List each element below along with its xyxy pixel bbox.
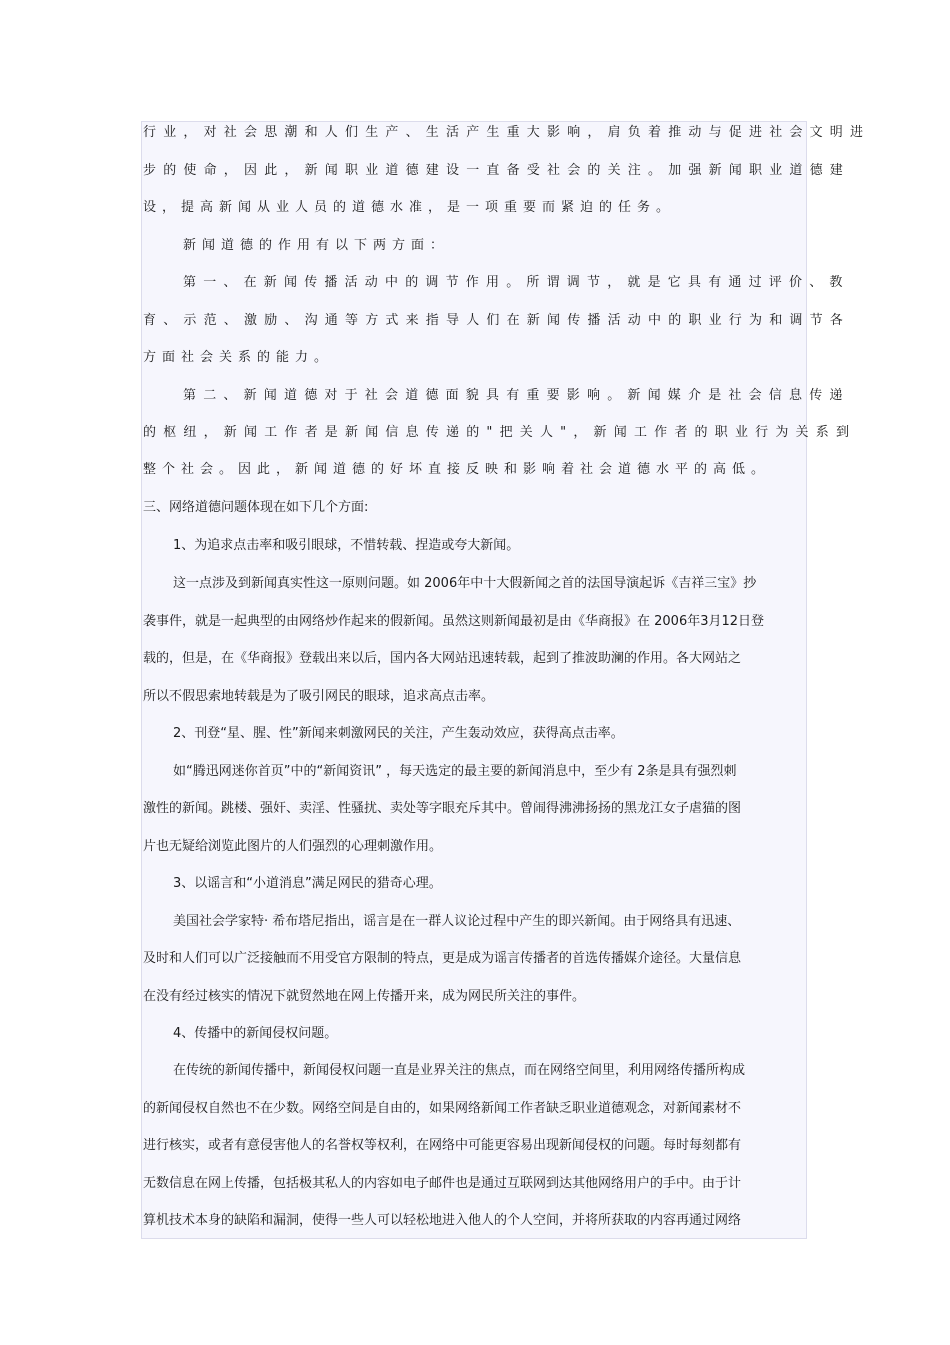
paragraph-line: 算机技术本身的缺陷和漏洞，使得一些人可以轻松地进入他人的个人空间，并将所获取的内容再通过网络: [143, 1213, 742, 1228]
paragraph-line: 在没有经过核实的情况下就贸然地在网上传播开来，成为网民所关注的事件。: [143, 989, 586, 1004]
paragraph-line: 整个社会。因此，新闻道德的好坏直接反映和影响着社会道德水平的高低。: [143, 462, 771, 477]
paragraph-line: 这一点涉及到新闻真实性这一原则问题。如 2006年中十大假新闻之首的法国导演起诉《吉祥三宝》抄: [173, 576, 757, 591]
paragraph-line: 步的使命，因此，新闻职业道德建设一直备受社会的关注。加强新闻职业道德建: [143, 163, 851, 178]
paragraph-line: 所以不假思索地转载是为了吸引网民的眼球，追求高点击率。: [143, 689, 495, 704]
subsection-heading: 4、传播中的新闻侵权问题。: [173, 1026, 338, 1041]
paragraph-line: 美国社会学家特· 希布塔尼指出，谣言是在一群人议论过程中产生的即兴新闻。由于网络具有迅速、: [173, 914, 741, 929]
paragraph-line: 载的，但是，在《华商报》登载出来以后，国内各大网站迅速转载，起到了推波助澜的作用。各大网站之: [143, 651, 742, 666]
paragraph-line: 的枢纽，新闻工作者是新闻信息传递的"把关人"，新闻工作者的职业行为关系到: [143, 425, 857, 440]
paragraph-line: 方面社会关系的能力。: [143, 350, 334, 365]
section-heading: 新闻道德的作用有以下两方面：: [183, 238, 450, 253]
paragraph-line: 在传统的新闻传播中，新闻侵权问题一直是业界关注的焦点，而在网络空间里，利用网络传播所构成: [173, 1063, 746, 1078]
paragraph-line: 袭事件，就是一起典型的由网络炒作起来的假新闻。虽然这则新闻最初是由《华商报》在 2006年3月12日登: [143, 614, 765, 629]
paragraph-line: 及时和人们可以广泛接触而不用受官方限制的特点，更是成为谣言传播者的首选传播媒介途径。大量信息: [143, 951, 742, 966]
paragraph-line: 如“腾迅网迷你首页”中的“新闻资讯” ，每天选定的最主要的新闻消息中，至少有 2条是具有强烈刺: [173, 764, 737, 779]
paragraph-line: 片也无疑给浏览此图片的人们强烈的心理刺激作用。: [143, 839, 443, 854]
subsection-heading: 3、以谣言和“小道消息”满足网民的猎奇心理。: [173, 876, 442, 891]
section-heading: 三、网络道德问题体现在如下几个方面:: [143, 500, 369, 515]
paragraph-line: 第二、新闻道德对于社会道德面貌具有重要影响。新闻媒介是社会信息传递: [183, 388, 850, 403]
paragraph-line: 第一、在新闻传播活动中的调节作用。所谓调节，就是它具有通过评价、教: [183, 275, 850, 290]
paragraph-line: 设，提高新闻从业人员的道德水准，是一项重要而紧迫的任务。: [143, 200, 676, 215]
paragraph-line: 育、示范、激励、沟通等方式来指导人们在新闻传播活动中的职业行为和调节各: [143, 313, 851, 328]
paragraph-line: 进行核实，或者有意侵害他人的名誉权等权利，在网络中可能更容易出现新闻侵权的问题。每时每刻都有: [143, 1138, 742, 1153]
paragraph-line: 行业，对社会思潮和人们生产、生活产生重大影响，肩负着推动与促进社会文明进: [143, 125, 871, 140]
subsection-heading: 2、刊登“星、腥、性”新闻来刺激网民的关注，产生轰动效应，获得高点击率。: [173, 726, 624, 741]
paragraph-line: 激性的新闻。跳楼、强奸、卖淫、性骚扰、卖处等字眼充斥其中。曾闹得沸沸扬扬的黑龙江女子虐猫的图: [143, 801, 742, 816]
subsection-heading: 1、为追求点击率和吸引眼球，不惜转载、捏造或夸大新闻。: [173, 538, 520, 553]
paragraph-line: 无数信息在网上传播，包括极其私人的内容如电子邮件也是通过互联网到达其他网络用户的手中。由于计: [143, 1176, 742, 1191]
paragraph-line: 的新闻侵权自然也不在少数。网络空间是自由的，如果网络新闻工作者缺乏职业道德观念，对新闻素材不: [143, 1101, 742, 1116]
